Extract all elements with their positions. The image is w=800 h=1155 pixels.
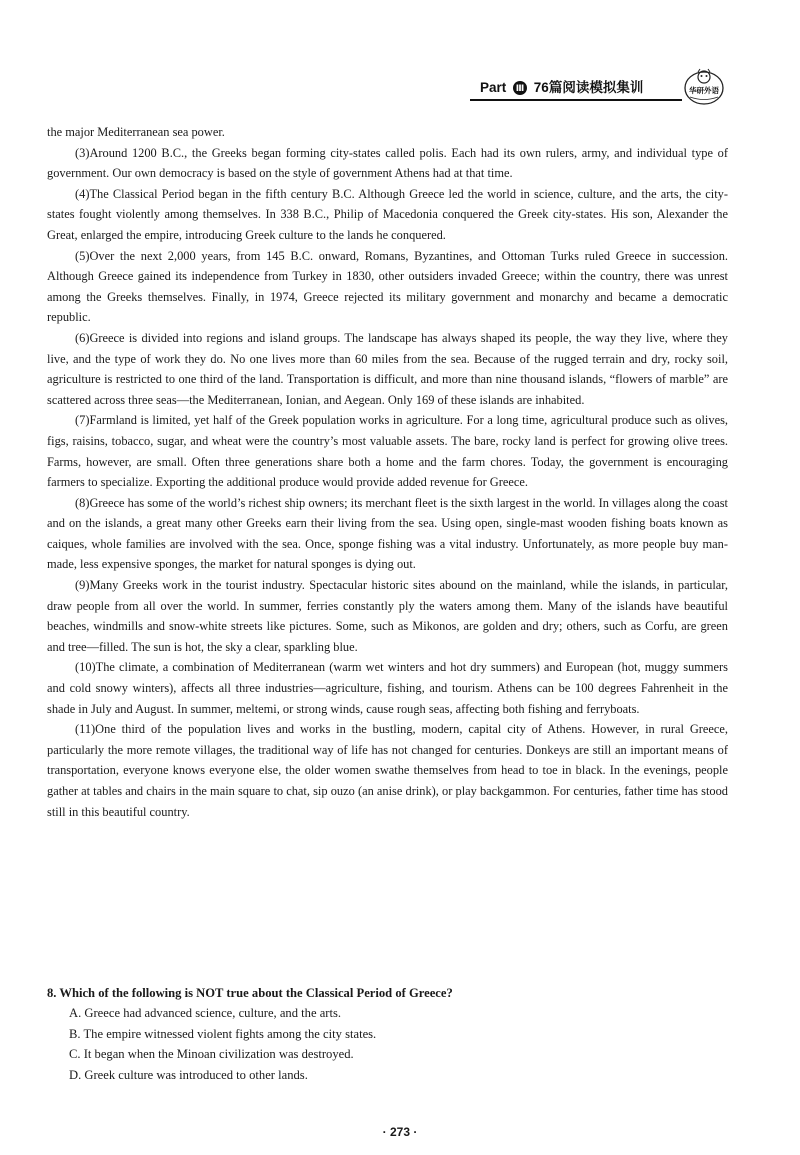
option-b: B. The empire witnessed violent fights among the city states. (69, 1026, 377, 1041)
paragraph-3: (3)Around 1200 B.C., the Greeks began forming city-states called polis. Each had its own rulers, army, and individual type of government. Our own democracy is based on the style of government Athens had at that time. (47, 145, 728, 181)
header-title (480, 76, 643, 96)
page-number: · 273 · (382, 1125, 418, 1139)
passage (47, 122, 728, 822)
paragraph-11: (11)One third of the population lives and works in the bustling, modern, capital city of Athens. However, in rural Greece, particularly the more remote villages, the traditional way of life has not changed for centuries. Donkeys are still an important means of transportation, everyone knows everyone else, the older women swathe themselves from head to toe in black. In the evenings, people gather at tables and chairs in the main square to chat, sip ouzo (an anise drink), or play backgammon. For centuries, father time has stood still in this beautiful country. (47, 722, 728, 819)
paragraph-8: (8)Greece has some of the world’s richest ship owners; its merchant fleet is the sixth largest in the world. In villages along the coast and on the islands, a great many other Greeks earn their living from the sea. Using open, single-mast wooden fishing boats known as caiques, whole families are involved with the sea. Once, sponge fishing was a vital industry. Unfortunately, as more people buy man-made, less expensive sponges, the market for natural sponges is dying out. (47, 495, 728, 572)
option-d: D. Greek culture was introduced to other lands. (69, 1067, 308, 1082)
question-stem: 8. Which of the following is NOT true about the Classical Period of Greece? (47, 986, 453, 1000)
header-part-label: Part (480, 80, 507, 95)
page-header (470, 66, 732, 102)
paragraph-9: (9)Many Greeks work in the tourist industry. Spectacular historic sites abound on the mainland, while the islands, in particular, draw people from all over the world. In summer, ferries constantly ply the waters among them. Many of the islands have beautiful beaches, windmills and snow-white streets like pictures. Some, such as Mikonos, are golden and dry; others, such as Corfu, are green and tree—filled. The sun is hot, the sky a clear, sparkling blue. (47, 578, 728, 654)
paragraph-7: (7)Farmland is limited, yet half of the Greek population works in agriculture. For a long time, agricultural produce such as olives, figs, raisins, tobacco, sugar, and wheat were the country’s most valuable assets. The bare, rocky land is perfect for growing olive trees. Farms, however, are small. Often three generations share both a home and the farm chores. Today, the government is encouraging farmers to specialize. Exporting the additional produce would provide added revenue for Greece. (47, 413, 728, 490)
logo-text: 华研外语 (689, 86, 719, 95)
option-c: C. It began when the Minoan civilization was destroyed. (69, 1047, 354, 1062)
header-part-number: Ⅲ (513, 81, 527, 95)
paragraph-continuation: the major Mediterranean sea power. (47, 125, 225, 139)
option-a: A. Greece had advanced science, culture, and the arts. (69, 1006, 342, 1021)
paragraph-4: (4)The Classical Period began in the fifth century B.C. Although Greece led the world in science, culture, and the arts, the city-states fought violently among themselves. In 338 B.C., Philip of Macedonia conquered the Greek city-states. His son, Alexander the Great, enlarged the empire, introducing Greek culture to the lands he conquered. (47, 186, 728, 242)
paragraph-6: (6)Greece is divided into regions and island groups. The landscape has always shaped its people, the way they live, where they live, and the type of work they do. No one lives more than 60 miles from the sea. Because of the rugged terrain and dry, rocky soil, agriculture is restricted to one third of the land. Transportation is difficult, and more than nine thousand islands, “flowers of marble” are scattered across three seas—the Mediterranean, Ionian, and Aegean. Only 169 of these islands are inhabited. (47, 330, 728, 407)
question-8 (47, 983, 728, 1085)
paragraph-5: (5)Over the next 2,000 years, from 145 B.C. onward, Romans, Byzantines, and Ottoman Turks ruled Greece in succession. Although Greece gained its independence from Turkey in 1830, other outsiders invaded Greece; within the country, there was unrest among the Greeks themselves. Finally, in 1974, Greece rejected its military government and monarchy and became a democratic republic. (47, 248, 728, 325)
publisher-logo-icon (682, 66, 726, 106)
paragraph-10: (10)The climate, a combination of Mediterranean (warm wet winters and hot dry summers) and European (hot, muggy summers and cold snowy winters), affects all three industries—agriculture, fishing, and tourism. Athens can be 100 degrees Fahrenheit in the shade in July and August. In summer, meltemi, or strong winds, cause rough seas, affecting both fishing and ferryboats. (47, 660, 728, 716)
header-series-title: 76篇阅读模拟集训 (533, 80, 644, 95)
header-rule (470, 99, 682, 101)
